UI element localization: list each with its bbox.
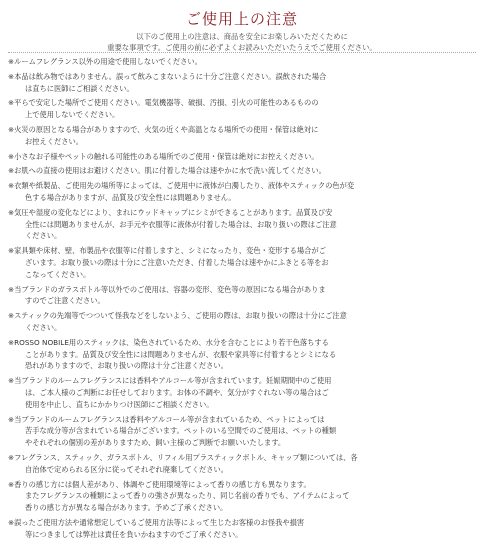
- precaution-line: 全性には問題ありませんが、お手元や衣服等に液体が付着した場合は、お取り扱いの際はご注意: [25, 219, 337, 229]
- precaution-item: [8, 452, 478, 476]
- precaution-line: ください。: [25, 322, 62, 332]
- precaution-item: [8, 165, 478, 177]
- precaution-item: [8, 375, 478, 410]
- precaution-line: ※家具類や床材、壁、布製品や衣服等に付着しますと、シミになったり、変色・変形する場合がご: [8, 246, 326, 256]
- precaution-line: 苦手な成分等が含まれている場合がございます。ペットのいる空間でのご使用は、ペットの種類: [25, 426, 337, 436]
- precaution-line: 上で使用しないでください。: [25, 110, 120, 120]
- precaution-item: [8, 56, 478, 68]
- precaution-item: [8, 124, 478, 148]
- precaution-line: ※フレグランス、スティック、ガラスボトル、リフィル用プラスティックボトル、キャップ類については、各: [8, 452, 358, 462]
- precaution-line: ※当ブランドのルームフレグランスには香料やアルコール等が含まれています。妊娠期間中のご使用: [8, 376, 332, 386]
- precaution-item: [8, 97, 478, 121]
- precaution-line: ※香りの感じ方には個人差があり、体調やご使用環境等によって香りの感じ方も異なります。: [8, 479, 311, 489]
- precaution-line: 自治体で定められる区分に従ってそれぞれ廃棄してください。: [25, 464, 229, 474]
- precaution-line: ※当ブランドのルームフレグランスは香料やアルコール等が含まれているため、ペットによっては: [8, 414, 325, 424]
- precaution-line: 恐れがありますので、お取り扱いの際は十分ご注意ください。: [25, 361, 228, 371]
- precautions-list: [8, 56, 478, 543]
- precaution-line: は直ちに医師にご相談ください。: [25, 83, 134, 93]
- precaution-line: 色する場合がありますが、品質及び安全性には問題ありません。: [25, 192, 236, 202]
- precaution-line: ※当ブランドのガラスボトル等以外でのご使用は、容器の変形、変色等の原因になる場合がありま: [8, 284, 326, 294]
- precaution-line: 使用を中止し、直ちにかかりつけ医師にご相談ください。: [25, 399, 214, 409]
- precaution-item: [8, 517, 478, 541]
- precaution-line: ことがあります。品質及び安全性には問題ありませんが、衣服や家具等に付着するとシミになる: [25, 349, 337, 359]
- intro-line: 重要な事項です。ご使用の前に必ずよくお読みいただいたうえでご使用ください。: [107, 43, 377, 52]
- precaution-line: すのでご注意ください。: [25, 296, 105, 306]
- precaution-line: ※ROSSO NOBILE用のスティックは、染色されているため、水分を含むことにより若干色落ちする: [8, 337, 329, 347]
- precaution-line: ざいます。お取り扱いの際は十分にご注意いただき、付着した場合は速やかにふきとる等をお: [25, 257, 329, 267]
- precaution-item: [8, 71, 478, 95]
- precaution-line: ※誤ったご使用方法や通常想定しているご使用方法等によって生じたお客様のお怪我や損害: [8, 517, 305, 527]
- precaution-line: ※平らで安定した場所でご使用ください。電気機器等、破損、汚損、引火の可能性のあるものの: [8, 98, 319, 108]
- intro-line: 以下のご使用上の注意は、商品を安全にお楽しみいただくために: [136, 32, 348, 41]
- page-title: ご使用上の注意: [185, 10, 298, 28]
- precaution-item: [8, 245, 478, 280]
- precaution-line: お控えください。: [25, 136, 84, 146]
- precaution-line: ※本品は飲み物ではありません。誤って飲みこまないように十分ご注意ください。誤飲された場合: [8, 71, 327, 81]
- intro-text: [0, 31, 484, 53]
- precaution-line: こなってください。: [25, 269, 91, 279]
- precaution-item: [8, 414, 478, 449]
- precaution-line: ※衣類や紙製品、ご使用先の場所等によっては、ご使用中に液体が白濁したり、液体やスティックの色が変: [8, 181, 355, 191]
- precaution-item: [8, 180, 478, 204]
- precaution-line: またフレグランスの種類によって香りの強さが異なったり、同じ名前の香りでも、アイテムによって: [25, 491, 350, 501]
- precaution-item: [8, 151, 478, 163]
- precaution-line: ※気圧や湿度の変化などにより、まれにウッドキャップにシミができることがあります。品質及び安: [8, 207, 333, 217]
- precaution-line: ※スティックの先端等でつついて怪我などをしないよう、ご使用の際は、お取り扱いの際は十分にご注意: [8, 311, 347, 321]
- precaution-line: 等につきましては弊社は責任を負いかねますのでご了承ください。: [25, 529, 243, 539]
- precaution-line: ※ルームフレグランス以外の用途で使用しないでください。: [8, 57, 202, 66]
- precaution-line: は、ご本人様のご判断にお任せしております。お体の不調や、気分がすぐれない等の場合はご: [25, 387, 329, 397]
- precaution-line: 香りの感じ方が異なる場合があります。予めご了承ください。: [25, 503, 228, 513]
- precaution-line: ※火災の原因となる場合がありますので、火気の近くや高温となる場所での使用・保管は絶対に: [8, 124, 319, 134]
- precaution-line: ※お肌への直接の使用はお避けください。肌に付着した場合は速やかに水で洗い流してください。: [8, 166, 326, 176]
- precaution-item: [8, 310, 478, 334]
- precaution-item: [8, 207, 478, 242]
- precaution-line: ※小さなお子様やペットの触れる可能性のある場所でのご使用・保管は絶対にお控えください。: [8, 151, 319, 161]
- divider: [8, 52, 476, 53]
- precaution-item: [8, 337, 478, 372]
- precaution-line: やそれぞれの個別の差がありますため、飼い主様のご判断でお願いいたします。: [25, 438, 286, 448]
- precaution-line: ください。: [25, 231, 62, 241]
- precaution-item: [8, 284, 478, 308]
